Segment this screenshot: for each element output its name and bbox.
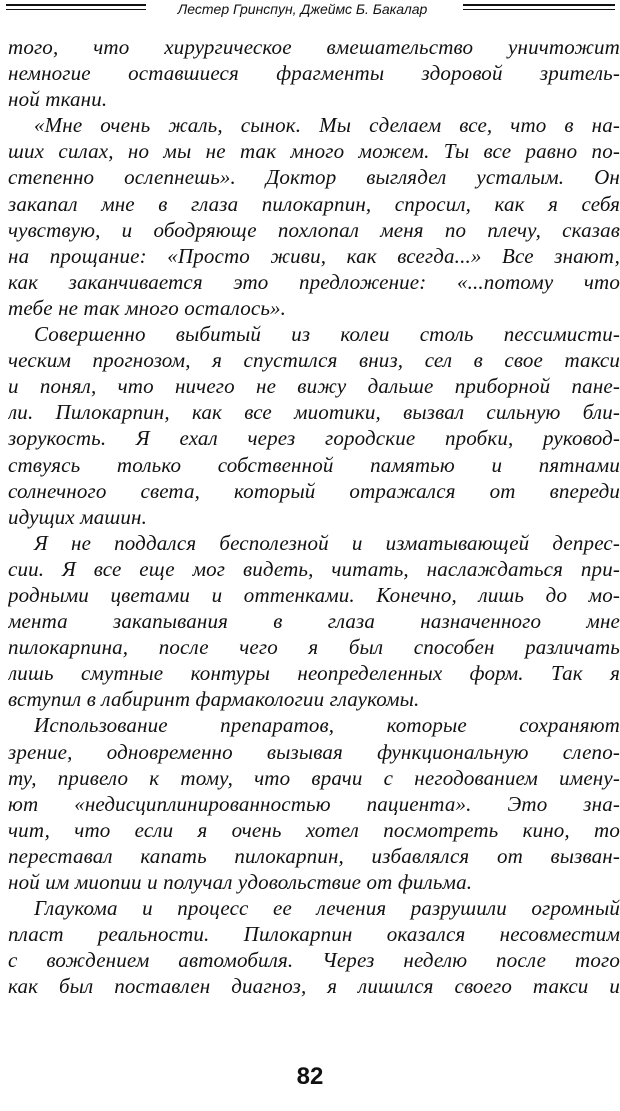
text-line: ту, привело к тому, что врачи с негодованием имену- (8, 765, 620, 790)
text-line: ной ткани. (8, 87, 108, 112)
text-line: пласт реальности. Пилокарпин оказался несовместим (8, 922, 620, 947)
text-line: немногие оставшиеся фрагменты здоровой зритель- (8, 61, 620, 86)
header-rule-right-bottom (463, 9, 615, 10)
text-line: ствуясь только собственной памятью и пятнами (8, 452, 620, 477)
running-title: Лестер Гринспун, Джеймс Б. Бакалар (177, 1, 428, 17)
text-line: того, что хирургическое вмешательство уничтожит (8, 35, 620, 59)
text-line: «Мне очень жаль, сынок. Мы сделаем все, что в на- (34, 113, 620, 138)
text-line: зорукость. Я ехал через городские пробки, руковод- (8, 426, 620, 451)
header-rule-left-top (6, 4, 146, 6)
text-line: сии. Я все еще мог видеть, читать, наслаждаться при- (8, 556, 620, 581)
text-line: солнечного света, который отражался от впереди (8, 478, 620, 503)
text-line: степенно ослепнешь». Доктор выглядел усталым. Он (8, 165, 620, 190)
text-line: мента закапывания в глаза назначенного мне (8, 609, 620, 634)
text-line: чувствую, и ободряюще похлопал меня по плечу, сказав (8, 217, 620, 242)
text-line: с вождением автомобиля. Через неделю после того (8, 948, 620, 973)
text-line: переставал капать пилокарпин, избавлялся от вызван- (8, 843, 620, 868)
text-line: Совершенно выбитый из колеи столь пессимисти- (34, 322, 620, 347)
text-line: и понял, что ничего не вижу дальше приборной пане- (8, 374, 620, 399)
text-line: Использование препаратов, которые сохраняют (34, 713, 620, 738)
text-line: пилокарпина, после чего я был способен различать (8, 635, 620, 660)
text-line: как был поставлен диагноз, я лишился своего такси и (8, 974, 620, 999)
text-line: на прощание: «Просто живи, как всегда...» Все знают, (8, 243, 620, 268)
text-line: ческим прогнозом, я спустился вниз, сел в свое такси (8, 348, 620, 373)
text-line: Я не поддался бесполезной и изматывающей депрес- (34, 530, 620, 555)
text-line: как заканчивается это предложение: «...потому что (8, 269, 620, 294)
text-line: родными цветами и оттенками. Конечно, лишь до мо- (8, 582, 620, 607)
text-line: идущих машин. (8, 504, 147, 529)
header-rule-left-bottom (6, 9, 146, 10)
running-header (0, 0, 620, 22)
text-line: тебе не так много осталось». (8, 295, 287, 320)
text-line: ли. Пилокарпин, как все миотики, вызвал сильную бли- (8, 400, 620, 425)
text-line: ших силах, но мы не так много можем. Ты все равно по- (8, 139, 620, 164)
page-number: 82 (296, 1063, 324, 1090)
text-line: вступил в лабиринт фармакологии глаукомы. (8, 687, 420, 712)
text-line: ют «недисциплинированностью пациента». Это зна- (8, 791, 620, 816)
text-line: зрение, одновременно вызывая функциональную слепо- (8, 739, 620, 764)
text-line: Глаукома и процесс ее лечения разрушили огромный (34, 896, 620, 921)
text-line: ной им миопии и получал удовольствие от фильма. (8, 870, 473, 894)
body-text (8, 34, 620, 999)
text-line: лишь смутные контуры неопределенных форм. Так я (8, 661, 620, 686)
text-line: чит, что если я очень хотел посмотреть кино, то (8, 817, 620, 842)
header-rule-right-top (463, 4, 615, 6)
text-line: закапал мне в глаза пилокарпин, спросил, как я себя (8, 191, 620, 216)
